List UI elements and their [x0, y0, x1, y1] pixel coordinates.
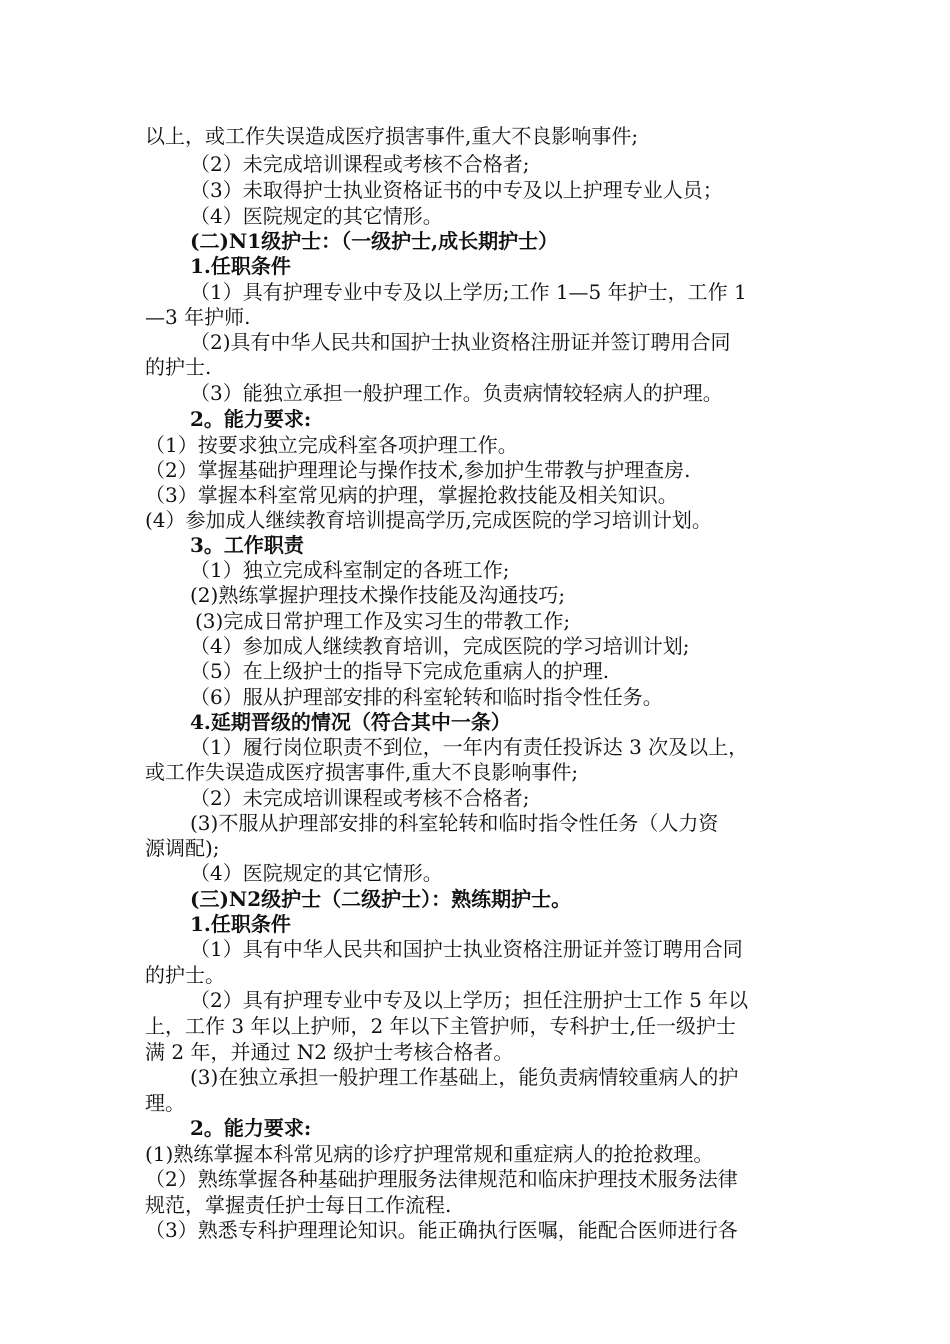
text-line: （3）未取得护士执业资格证书的中专及以上护理专业人员；	[190, 178, 723, 202]
section-heading: (三)N2级护士（二级护士）：熟练期护士。	[190, 887, 572, 911]
text-line: 规范，掌握责任护士每日工作流程.	[145, 1193, 452, 1217]
text-line: （1）具有中华人民共和国护士执业资格注册证并签订聘用合同	[190, 937, 743, 961]
text-line: （4）参加成人继续教育培训，完成医院的学习培训计划;	[190, 634, 690, 658]
text-line: (3)不服从护理部安排的科室轮转和临时指令性任务（人力资	[190, 811, 719, 835]
text-line: （3）能独立承担一般护理工作。负责病情较轻病人的护理。	[190, 381, 723, 405]
text-line: —3 年护师.	[145, 305, 251, 329]
subsection-heading: 1.任职条件	[190, 912, 291, 936]
subsection-heading: 2。能力要求:	[190, 407, 312, 431]
text-line: 满 2 年，并通过 N2 级护士考核合格者。	[145, 1040, 514, 1064]
text-line: 以上，或工作失误造成医疗损害事件,重大不良影响事件;	[145, 124, 639, 148]
text-line: （1）独立完成科室制定的各班工作;	[190, 558, 510, 582]
text-line: (4）参加成人继续教育培训提高学历,完成医院的学习培训计划。	[145, 508, 712, 532]
text-line: (3)在独立承担一般护理工作基础上，能负责病情较重病人的护	[190, 1065, 739, 1089]
section-heading: (二)N1级护士：（一级护士,成长期护士）	[190, 229, 559, 253]
text-line: （4）医院规定的其它情形。	[190, 861, 443, 885]
subsection-heading: 4.延期晋级的情况（符合其中一条）	[190, 710, 511, 734]
subsection-heading: 2。能力要求:	[190, 1116, 312, 1140]
text-line: 的护士.	[145, 355, 212, 379]
text-line: （2）具有护理专业中专及以上学历；担任注册护士工作 5 年以	[190, 988, 749, 1012]
text-line: （2）熟练掌握各种基础护理服务法律规范和临床护理技术服务法律	[145, 1167, 738, 1191]
text-line: （1）按要求独立完成科室各项护理工作。	[145, 433, 518, 457]
text-line: 或工作失误造成医疗损害事件,重大不良影响事件;	[145, 760, 579, 784]
text-line: 上，工作 3 年以上护师，2 年以下主管护师，专科护士,任一级护士	[145, 1014, 736, 1038]
subsection-heading: 1.任职条件	[190, 254, 291, 278]
text-line: （2）未完成培训课程或考核不合格者;	[190, 786, 530, 810]
text-line: （1）具有护理专业中专及以上学历;工作 1—5 年护士，工作 1	[190, 280, 747, 304]
text-line: （2)具有中华人民共和国护士执业资格注册证并签订聘用合同	[190, 330, 731, 354]
text-line: （4）医院规定的其它情形。	[190, 204, 443, 228]
text-line: 理。	[145, 1091, 185, 1115]
text-line: （5）在上级护士的指导下完成危重病人的护理.	[190, 659, 610, 683]
text-line: （3）掌握本科室常见病的护理，掌握抢救技能及相关知识。	[145, 483, 678, 507]
text-line: (3)完成日常护理工作及实习生的带教工作;	[195, 609, 571, 633]
text-line: （2）未完成培训课程或考核不合格者;	[190, 152, 530, 176]
text-line: （2）掌握基础护理理论与操作技术,参加护生带教与护理查房.	[145, 458, 691, 482]
text-line: （3）熟悉专科护理理论知识。能正确执行医嘱，能配合医师进行各	[145, 1218, 738, 1242]
text-line: (1)熟练掌握本科常见病的诊疗护理常规和重症病人的抢抢救理。	[145, 1142, 714, 1166]
text-line: （1）履行岗位职责不到位，一年内有责任投诉达 3 次及以上，	[190, 735, 749, 759]
text-line: 的护士。	[145, 963, 225, 987]
text-line: （6）服从护理部安排的科室轮转和临时指令性任务。	[190, 685, 663, 709]
subsection-heading: 3。工作职责	[190, 533, 304, 557]
text-line: 源调配);	[145, 836, 220, 860]
text-line: (2)熟练掌握护理技术操作技能及沟通技巧;	[190, 583, 566, 607]
